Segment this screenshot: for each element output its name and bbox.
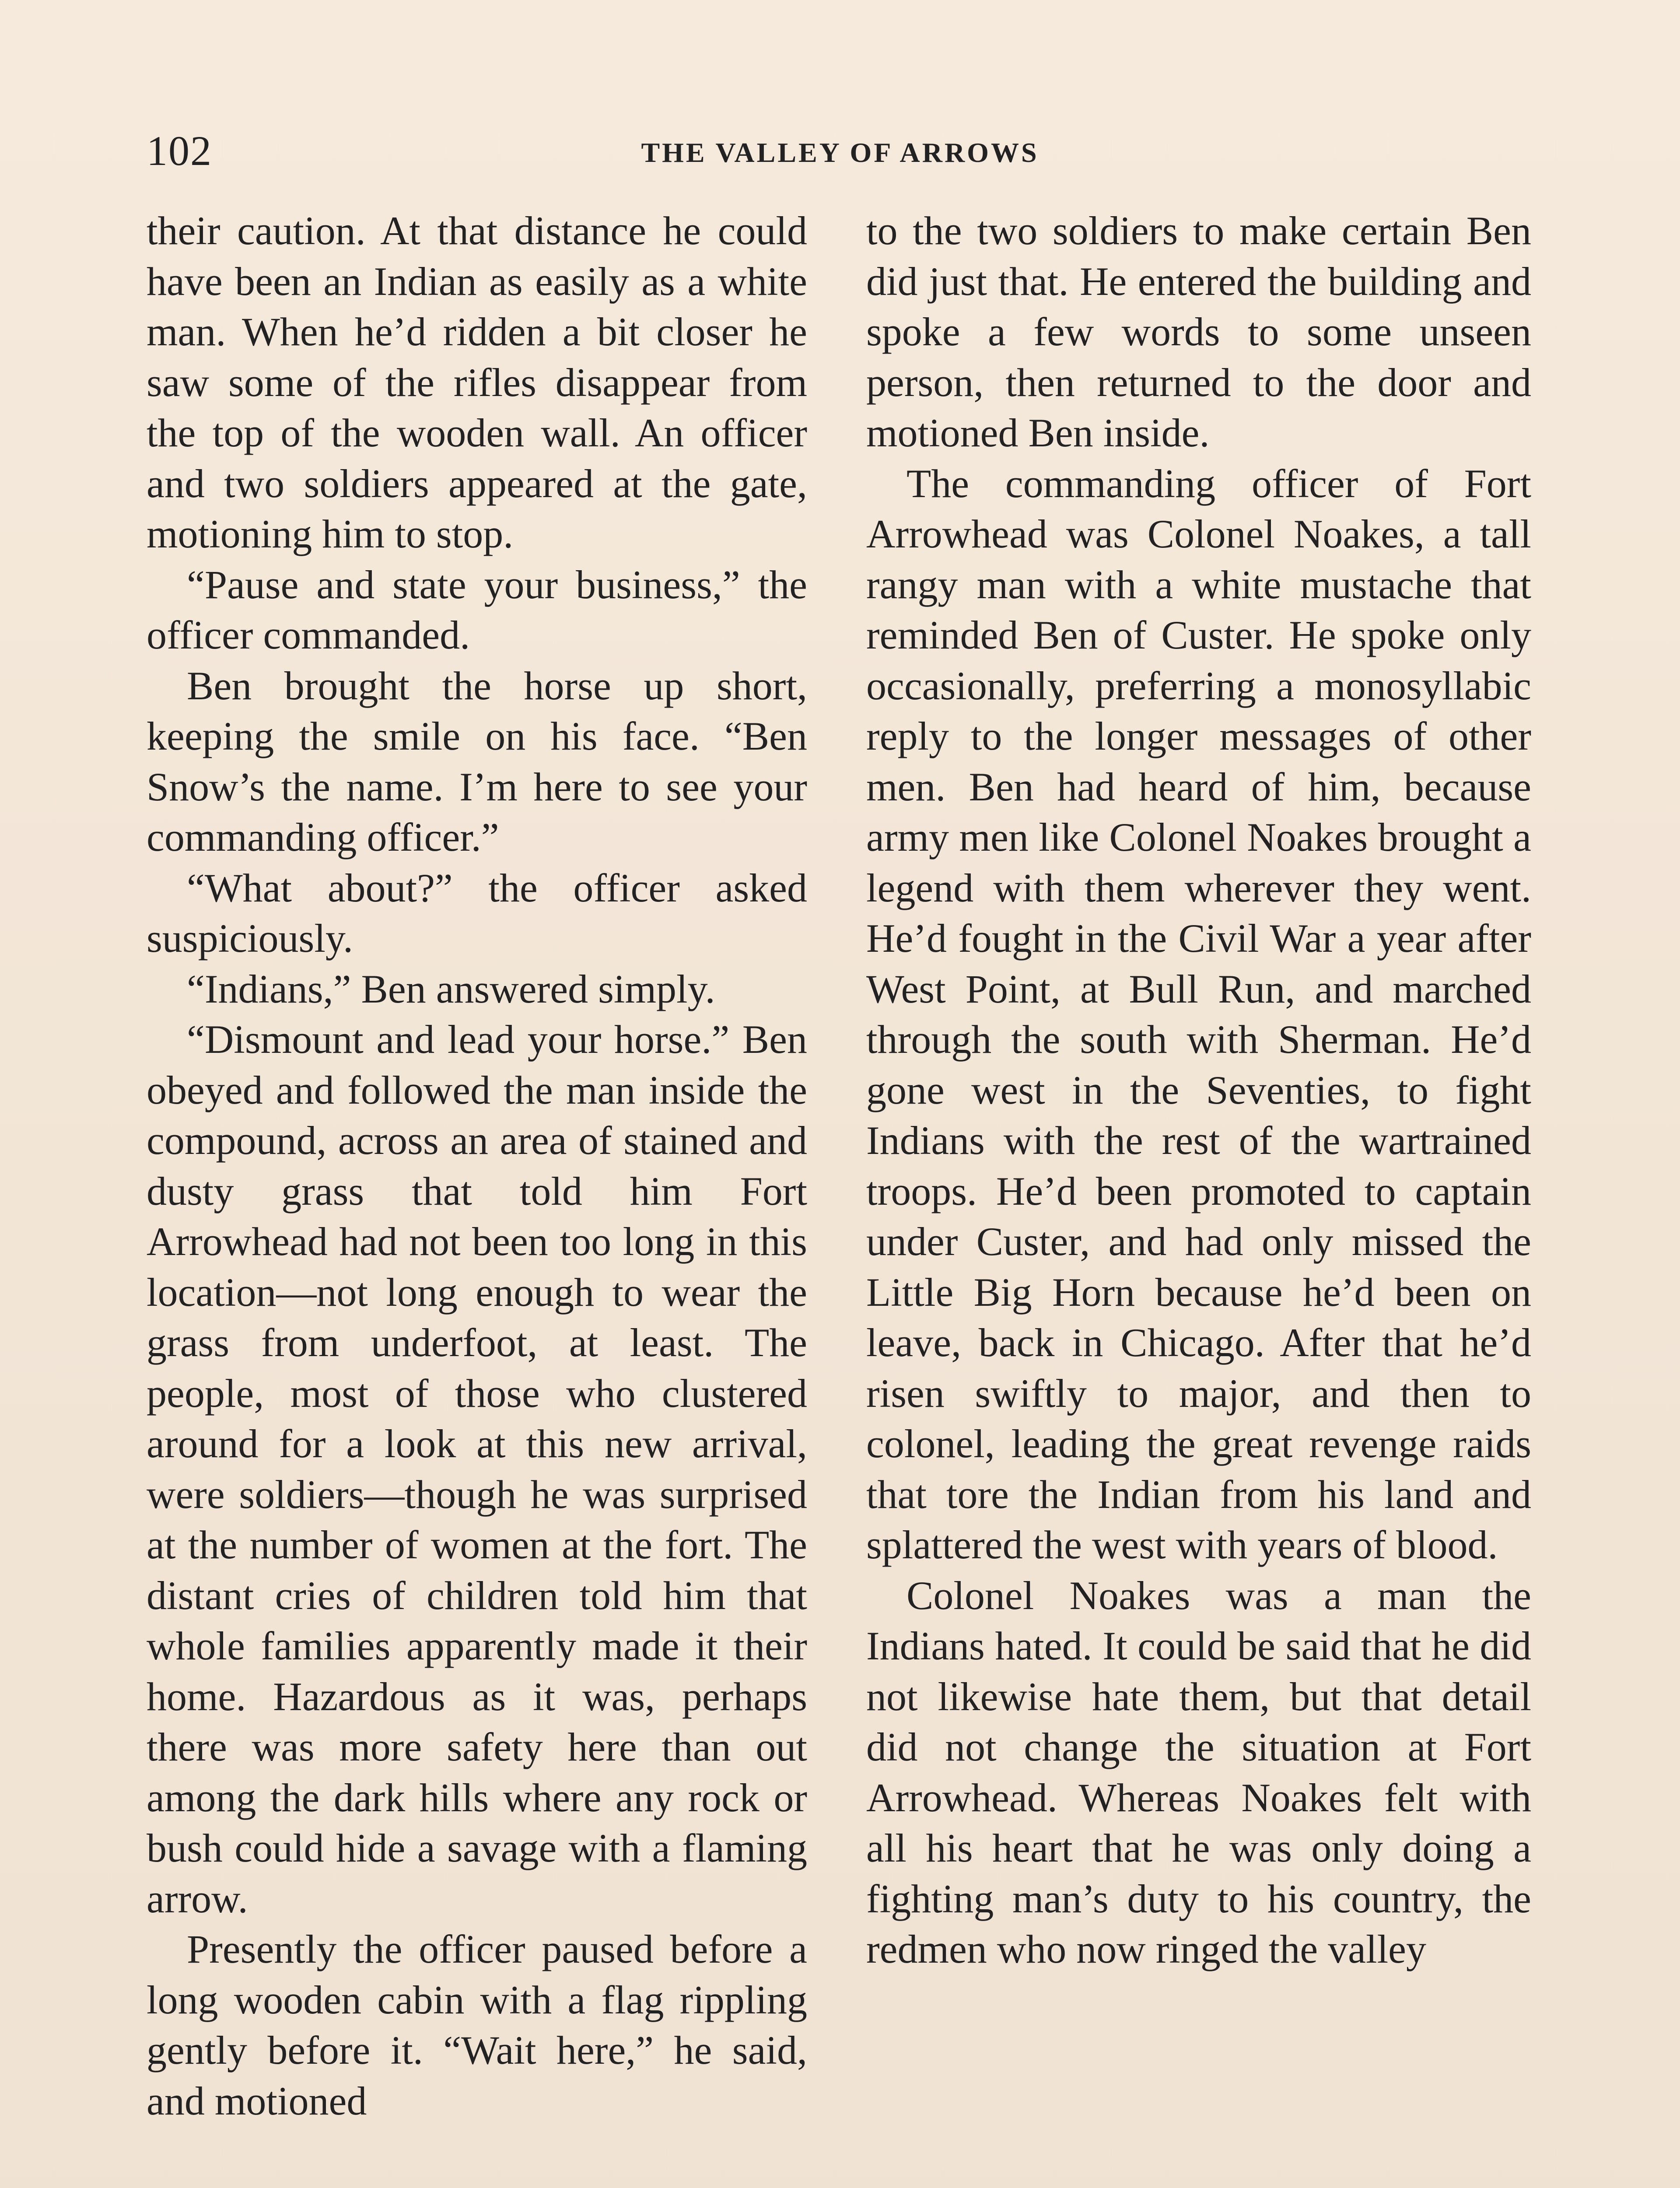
paragraph: “Indians,” Ben answered simply. bbox=[187, 966, 715, 1011]
right-column bbox=[866, 206, 1531, 2188]
paragraph: their caution. At that distance he could have been an Indian as easily as a white man. When he’d ridden a bit closer he saw some of the rifles disappear from the top of the wooden wall. An officer and two soldiers appeared at the gate, motioning him to stop. bbox=[147, 208, 807, 556]
paragraph: to the two soldiers to make certain Ben did just that. He entered the building and spoke a few words to some unseen person, then returned to the door and motioned Ben inside. bbox=[866, 208, 1531, 455]
page-header bbox=[147, 127, 1533, 175]
left-column bbox=[147, 206, 807, 2188]
page-number: 102 bbox=[147, 127, 212, 174]
paragraph: “What about?” the officer asked suspiciously. bbox=[147, 865, 807, 961]
paragraph: The commanding officer of Fort Arrowhead was Colonel Noakes, a tall rangy man with a white mustache that reminded Ben of Custer. He spoke only occasionally, preferring a monosyllabic reply to the longer messages of other men. Ben had heard of him, because army men like Colonel Noakes brought a legend with them wherever they went. He’d fought in the Civil War a year after West Point, at Bull Run, and marched through the south with Sherman. He’d gone west in the Seventies, to fight Indians with the rest of the wartrained troops. He’d been promoted to captain under Custer, and had only missed the Little Big Horn because he’d been on leave, back in Chicago. After that he’d risen swiftly to major, and then to colonel, leading the great revenge raids that tore the Indian from his land and splattered the west with years of blood. bbox=[866, 461, 1531, 1567]
paragraph: “Dismount and lead your horse.” Ben obeyed and followed the man inside the compound, across an area of stained and dusty grass that told him Fort Arrowhead had not been too long in this location—not long enough to wear the grass from underfoot, at least. The people, most of those who clustered around for a look at this new arrival, were soldiers—though he was surprised at the number of women at the fort. The distant cries of children told him that whole families apparently made it their home. Hazardous as it was, perhaps there was more safety here than out among the dark hills where any rock or bush could hide a savage with a flaming arrow. bbox=[147, 1017, 807, 1921]
paragraph: Ben brought the horse up short, keeping the smile on his face. “Ben Snow’s the name. I’m here to see your commanding officer.” bbox=[147, 663, 807, 859]
paragraph: “Pause and state your business,” the officer commanded. bbox=[147, 562, 807, 657]
paragraph: Presently the officer paused before a long wooden cabin with a flag rippling gently before it. “Wait here,” he said, and motioned bbox=[147, 1927, 807, 2123]
running-head: THE VALLEY OF ARROWS bbox=[641, 137, 1039, 168]
paragraph: Colonel Noakes was a man the Indians hated. It could be said that he did not likewise hate them, but that detail did not change the situation at Fort Arrowhead. Whereas Noakes felt with all his heart that he was only doing a fighting man’s duty to his country, the redmen who now ringed the valley bbox=[866, 1573, 1531, 1971]
